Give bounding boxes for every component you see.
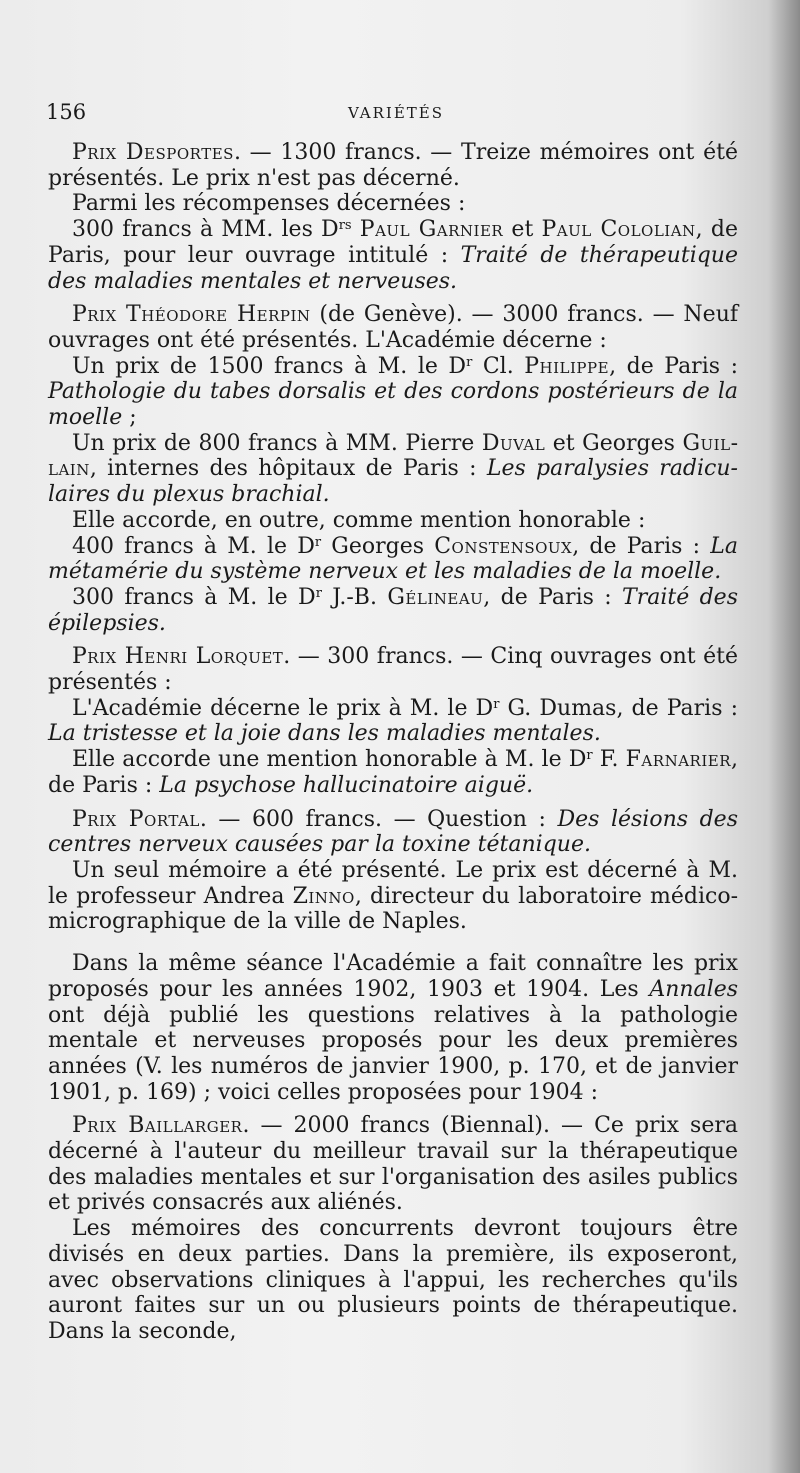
text-run: ;	[122, 405, 137, 431]
text-run: . — 600 francs. — Question :	[199, 806, 558, 832]
paragraph	[48, 508, 738, 534]
text-run: et	[503, 217, 542, 243]
page-number: 156	[46, 100, 87, 124]
text-run: , de Paris :	[572, 533, 711, 559]
running-head: VARIÉTÉS	[347, 104, 445, 122]
italic-title: Les paralysies radiculaires du plexus brachial.	[48, 456, 738, 508]
name-small-caps: Prix Théodore Herpin	[72, 302, 311, 328]
page-header	[46, 100, 746, 130]
superscript: r	[493, 696, 500, 712]
paragraph	[48, 302, 738, 353]
text-run: 300 francs à M. le D	[72, 584, 316, 610]
paragraph	[48, 534, 738, 585]
text-run: F.	[592, 747, 626, 773]
name-small-caps: Farnarier	[625, 747, 731, 773]
superscript: rs	[338, 218, 352, 234]
text-run: Un seul mémoire a été présenté. Le prix est décerné à M. le professeur Andrea	[48, 857, 738, 909]
superscript: r	[586, 748, 593, 764]
text-run: G. Dumas, de Paris :	[499, 695, 739, 721]
paragraph	[48, 1216, 738, 1345]
name-small-caps: Prix Portal	[72, 806, 200, 832]
text-run: (de Genève). — 3000 francs. — Neuf ouvrages ont été présentés. L'Académie décerne :	[48, 302, 738, 353]
italic-title: Traité des épilepsies.	[48, 584, 738, 636]
name-small-caps: Prix Henri Lorquet	[72, 644, 284, 670]
italic-title: La psychose hallucinatoire aiguë.	[159, 772, 534, 798]
text-run: , de Paris :	[609, 353, 738, 379]
paragraph	[48, 858, 738, 935]
name-small-caps: Gélineau	[387, 584, 484, 610]
italic-title: Pathologie du tabes dorsalis et des cordons postérieurs de la moelle	[48, 379, 738, 431]
text-run: 400 francs à M. le D	[72, 533, 315, 559]
superscript: r	[315, 585, 322, 601]
paragraph	[48, 747, 738, 798]
superscript: r	[466, 354, 473, 370]
paragraph	[48, 191, 738, 217]
paragraph-gap	[48, 636, 738, 644]
paragraph-gap	[48, 1105, 738, 1113]
name-small-caps: Constensoux	[434, 533, 573, 559]
italic-title: La métamérie du système nerveux et les maladies de la moelle.	[48, 533, 739, 585]
paragraph	[48, 1113, 738, 1216]
paragraph	[48, 585, 738, 636]
name-small-caps: Paul Cololian	[541, 217, 696, 243]
name-small-caps: Prix Desportes	[72, 140, 234, 165]
text-run: et Georges	[545, 430, 683, 456]
text-run: Cl.	[472, 353, 525, 379]
text-run: Georges	[321, 533, 435, 559]
paragraph	[48, 807, 738, 858]
paragraph	[48, 696, 738, 747]
text-run: L'Académie décerne le prix à M. le D	[72, 695, 494, 721]
name-small-caps: Duval	[481, 430, 546, 456]
text-run: , de Paris, pour leur ouvrage intitulé :	[48, 217, 738, 268]
text-run: Les mémoires des concurrents devront toujours être divisés en deux parties. Dans la première, ils exposeront, avec observations cliniques à l'appui, les recherches qu'ils auront faites sur un ou plusieurs points de thérapeutique. Dans la seconde,	[48, 1216, 738, 1344]
text-run: , de Paris :	[483, 584, 623, 610]
name-small-caps: Prix Baillarger	[72, 1113, 243, 1139]
name-small-caps: Paul Garnier	[359, 217, 504, 243]
text-run	[352, 217, 360, 242]
text-run: Elle accorde une mention honorable à M. le D	[72, 747, 587, 773]
name-small-caps: Zinno	[292, 883, 355, 909]
text-run: . — 1300 francs. — Treize mémoires ont été présentés. Le prix n'est pas décerné.	[48, 140, 738, 191]
italic-title: Annales	[649, 976, 738, 1002]
italic-title: Traité de thérapeutique des maladies mentales et nerveuses.	[48, 242, 738, 294]
paragraph	[48, 431, 738, 508]
text-run: 300 francs à MM. les D	[72, 217, 339, 243]
paragraph	[48, 217, 738, 294]
text-run: Un prix de 800 francs à MM. Pierre	[72, 430, 482, 456]
text-run: Parmi les récompenses décernées :	[72, 191, 466, 217]
paragraph	[48, 951, 738, 1105]
paragraph	[48, 140, 738, 191]
text-run: . — 2000 francs (Biennal). — Ce prix sera décerné à l'auteur du meilleur travail sur la thérapeutique des maladies mentales et sur l'organisation des asiles publics et privés consacrés aux aliénés.	[48, 1113, 738, 1216]
name-small-caps: Guillain	[48, 430, 739, 482]
text-run: Dans la même séance l'Académie a fait connaître les prix proposés pour les années 1902, 1903 et 1904. Les	[48, 951, 738, 1002]
text-run: Un prix de 1500 francs à M. le D	[72, 353, 467, 379]
paragraph	[48, 354, 738, 431]
body-text	[48, 140, 738, 1345]
text-run: Elle accorde, en outre, comme mention honorable :	[72, 507, 646, 533]
italic-title: La tristesse et la joie dans les maladies mentales.	[48, 721, 601, 747]
name-small-caps: Philippe	[524, 353, 610, 379]
text-run: ont déjà publié les questions relatives à la pathologie mentale et nerveuses proposés pour les deux premières années (V. les numéros de janvier 1900, p. 170, et de janvier 1901, p. 169) ; voici celles proposées pour 1904 :	[48, 1002, 738, 1105]
text-run: , directeur du laboratoire médico-micrographique de la ville de Naples.	[48, 883, 738, 935]
paragraph	[48, 644, 738, 695]
paragraph-gap	[48, 935, 738, 951]
paragraph-gap	[48, 799, 738, 807]
paragraph-gap	[48, 294, 738, 302]
text-run: , internes des hôpitaux de Paris :	[89, 456, 487, 482]
text-run: . — 300 francs. — Cinq ouvrages ont été présentés :	[48, 644, 738, 696]
superscript: r	[314, 534, 322, 550]
italic-title: Des lésions des centres nerveux causées par la toxine tétanique.	[48, 806, 738, 858]
text-run: , de Paris :	[48, 747, 738, 798]
text-run: J.-B.	[321, 584, 388, 610]
